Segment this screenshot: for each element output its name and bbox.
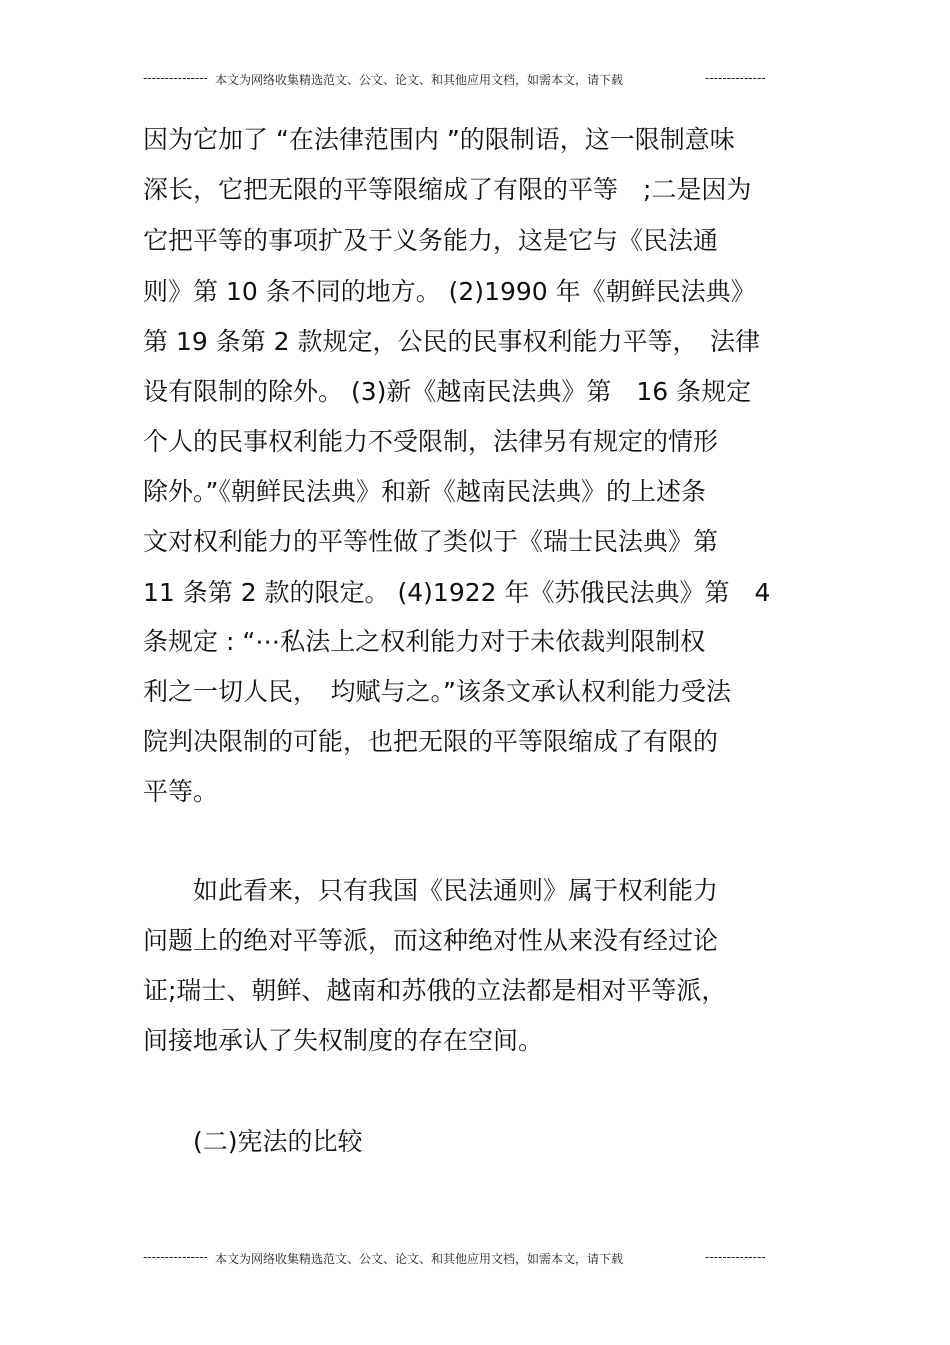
body-line: 它把平等的事项扩及于义务能力，这是它与《民法通 [143,226,719,255]
body-line: 深长，它把无限的平等限缩成了有限的平等 ;二是因为 [143,175,752,204]
body-line: 个人的民事权利能力不受限制，法律另有规定的情形 [143,427,719,456]
body-line: 第 19 条第 2 款规定，公民的民事权利能力平等， 法律 [143,327,761,356]
body-line: 文对权利能力的平等性做了类似于《瑞士民法典》第 [143,527,719,556]
body-line: 条规定 : “⋯私法上之权利能力对于未依裁判限制权 [143,627,706,656]
body-line: 设有限制的除外。 (3)新《越南民法典》第 16 条规定 [143,377,752,406]
body-line: 平等。 [143,777,219,806]
header-dashes-left: --------------- [143,71,208,85]
body-line: 证;瑞士、朝鲜、越南和苏俄的立法都是相对平等派， [143,976,727,1005]
footer-dashes-right: -------------- [705,1250,766,1264]
body-line: 除外。”《朝鲜民法典》和新《越南民法典》的上述条 [143,477,706,506]
body-line: 问题上的绝对平等派，而这种绝对性从来没有经过论 [143,926,719,955]
page-header [0,71,950,91]
body-line: 间接地承认了失权制度的存在空间。 [143,1026,544,1055]
page-footer [0,1250,950,1270]
body-line: 院判决限制的可能，也把无限的平等限缩成了有限的 [143,727,719,756]
footer-dashes-left: --------------- [143,1250,208,1264]
body-line: 如此看来，只有我国《民法通则》属于权利能力 [143,876,719,905]
footer-text: 本文为网络收集精选范文、公文、论文、和其他应用文档，如需本文，请下载 [215,1252,624,1266]
body-line: 则》第 10 条不同的地方。 (2)1990 年《朝鲜民法典》 [143,277,756,306]
section-heading: (二)宪法的比较 [143,1127,363,1156]
header-text: 本文为网络收集精选范文、公文、论文、和其他应用文档，如需本文，请下载 [215,73,624,87]
body-line: 11 条第 2 款的限定。 (4)1922 年《苏俄民法典》第 4 [143,578,771,607]
body-line: 利之一切人民， 均赋与之。”该条文承认权利能力受法 [143,677,731,706]
body-line: 因为它加了 “在法律范围内 ”的限制语，这一限制意味 [143,125,735,154]
header-dashes-right: -------------- [705,71,766,85]
